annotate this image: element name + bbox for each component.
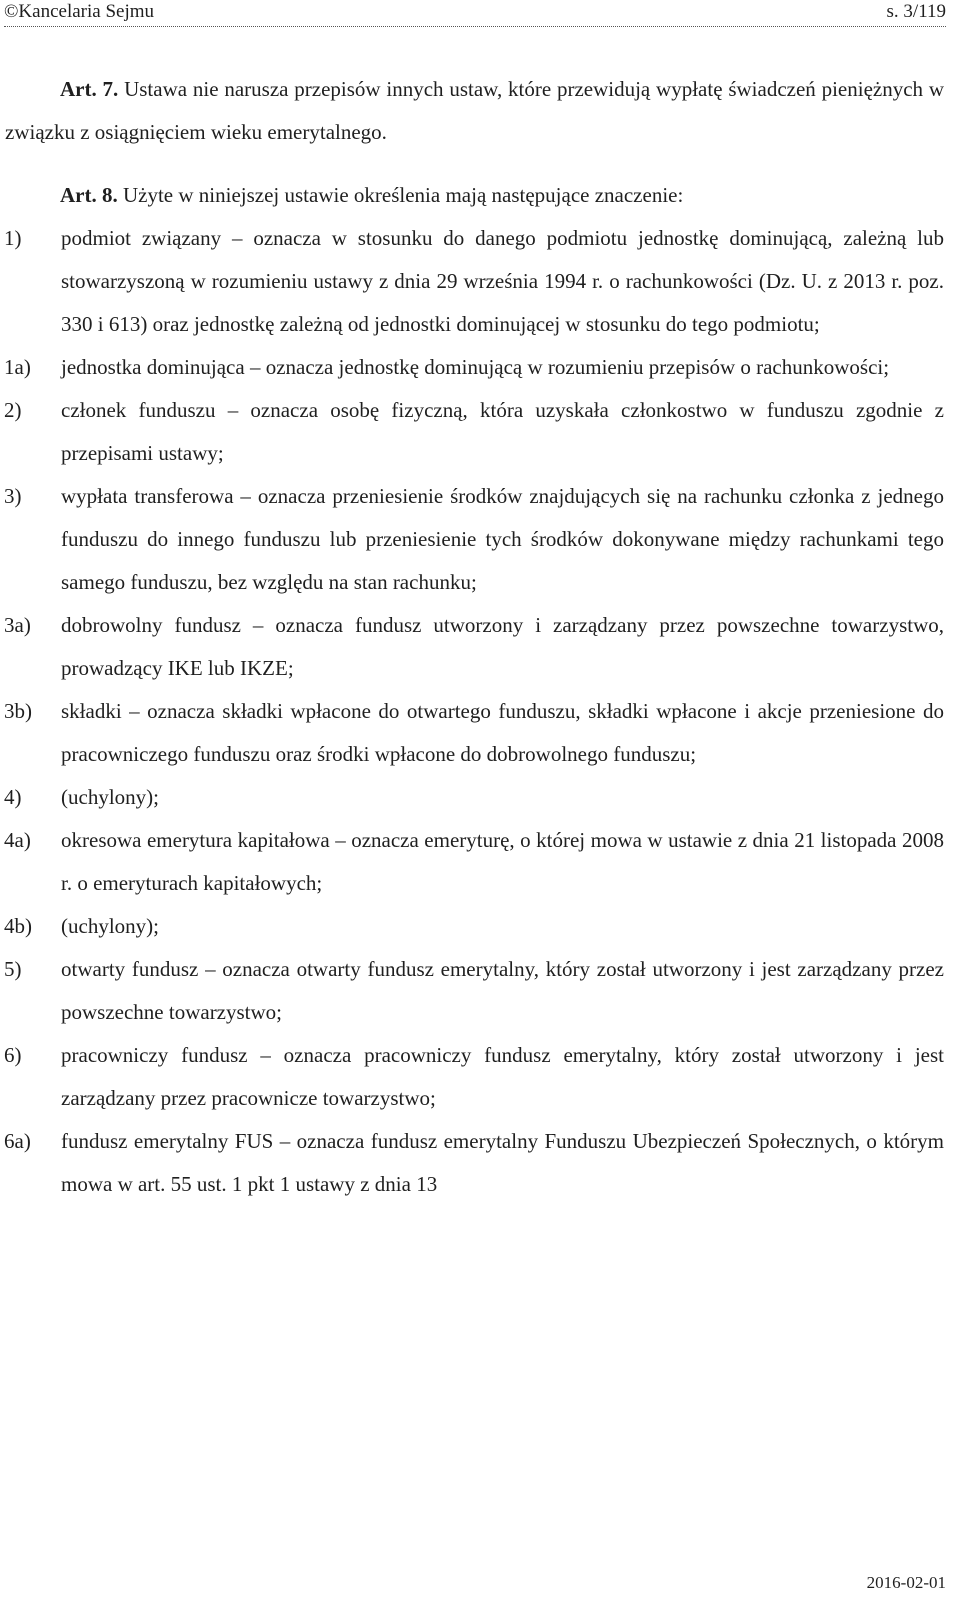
article-8	[0, 174, 944, 217]
article-8-label: Art. 8.	[60, 183, 118, 207]
item-number: 3a)	[4, 613, 31, 637]
article-7-label: Art. 7.	[60, 77, 119, 101]
item-number: 1a)	[4, 355, 31, 379]
item-number: 3)	[4, 484, 22, 508]
document-date: 2016-02-01	[866, 1573, 946, 1592]
article-8-text: Użyte w niniejszej ustawie określenia mają następujące znaczenie:	[122, 183, 684, 207]
definition-item	[0, 948, 944, 1034]
item-text: (uchylony);	[61, 914, 159, 938]
item-text: podmiot związany – oznacza w stosunku do danego podmiotu jednostkę dominującą, zależną lub stowarzyszoną w rozumieniu ustawy z dnia 29 września 1994 r. o rachunkowości (Dz. U. z 2013 r. poz. 330 i 613) oraz jednostkę zależną od jednostki dominującej w stosunku do tego podmiotu;	[61, 226, 944, 336]
item-number: 3b)	[4, 699, 32, 723]
item-number: 2)	[4, 398, 22, 422]
definition-item	[0, 389, 944, 475]
item-number: 5)	[4, 957, 22, 981]
item-number: 6a)	[4, 1129, 31, 1153]
item-number: 4b)	[4, 914, 32, 938]
item-text: dobrowolny fundusz – oznacza fundusz utworzony i zarządzany przez powszechne towarzystwo, prowadzący IKE lub IKZE;	[61, 613, 944, 680]
item-text: wypłata transferowa – oznacza przeniesienie środków znajdujących się na rachunku członka z jednego funduszu do innego funduszu lub przeniesienie tych środków dokonywane między rachunkami tego samego funduszu, bez względu na stan rachunku;	[61, 484, 944, 594]
item-number: 6)	[4, 1043, 22, 1067]
article-7-text: Ustawa nie narusza przepisów innych ustaw, które przewidują wypłatę świadczeń pieniężnych w związku z osiągnięciem wieku emerytalnego.	[5, 77, 945, 144]
page-number: s. 3/119	[886, 1, 946, 22]
item-number: 1)	[4, 226, 22, 250]
definition-item	[0, 1034, 944, 1120]
item-text: pracowniczy fundusz – oznacza pracowniczy fundusz emerytalny, który został utworzony i jest zarządzany przez pracownicze towarzystwo;	[61, 1043, 944, 1110]
header-divider	[4, 26, 946, 27]
item-text: (uchylony);	[61, 785, 159, 809]
item-text: fundusz emerytalny FUS – oznacza fundusz emerytalny Funduszu Ubezpieczeń Społecznych, o którym mowa w art. 55 ust. 1 pkt 1 ustawy z dnia 13	[61, 1129, 944, 1196]
definition-item	[0, 604, 944, 690]
item-text: składki – oznacza składki wpłacone do otwartego funduszu, składki wpłacone i akcje przeniesione do pracowniczego funduszu oraz środki wpłacone do dobrowolnego funduszu;	[61, 699, 944, 766]
definition-item	[0, 1120, 944, 1206]
definition-item	[0, 690, 944, 776]
publisher-label: ©Kancelaria Sejmu	[4, 1, 155, 22]
article-7	[0, 68, 944, 154]
definition-item	[0, 776, 944, 819]
definition-item	[0, 905, 944, 948]
item-number: 4)	[4, 785, 22, 809]
definition-item	[0, 819, 944, 905]
page-header	[0, 0, 960, 24]
item-text: otwarty fundusz – oznacza otwarty fundusz emerytalny, który został utworzony i jest zarządzany przez powszechne towarzystwo;	[61, 957, 944, 1024]
item-text: jednostka dominująca – oznacza jednostkę dominującą w rozumieniu przepisów o rachunkowości;	[61, 355, 890, 379]
item-text: członek funduszu – oznacza osobę fizyczną, która uzyskała członkostwo w funduszu zgodnie z przepisami ustawy;	[61, 398, 944, 465]
item-text: okresowa emerytura kapitałowa – oznacza emeryturę, o której mowa w ustawie z dnia 21 listopada 2008 r. o emeryturach kapitałowych;	[61, 828, 944, 895]
document-body	[0, 68, 960, 1206]
definition-item	[0, 475, 944, 604]
item-number: 4a)	[4, 828, 31, 852]
definition-item	[0, 217, 944, 346]
definition-item	[0, 346, 944, 389]
